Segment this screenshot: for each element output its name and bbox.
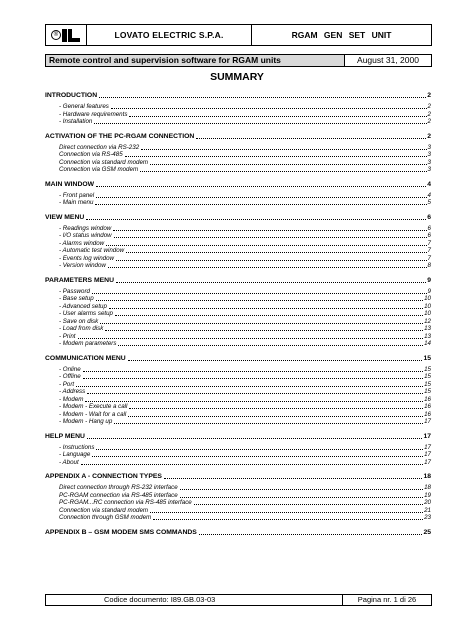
- toc-page-number: 10: [424, 302, 431, 310]
- toc-label: - About: [59, 458, 79, 466]
- toc-page-number: 17: [423, 432, 431, 440]
- toc-page-number: 7: [427, 254, 431, 262]
- toc-page-number: 18: [424, 484, 431, 491]
- toc-leader: [113, 230, 426, 231]
- toc-page-number: 15: [424, 373, 431, 380]
- toc-leader: [76, 386, 423, 387]
- toc-leader: [92, 293, 427, 294]
- toc-label: HELP MENU: [45, 432, 85, 440]
- toc-item[interactable]: [59, 514, 431, 522]
- toc-leader: [199, 534, 423, 535]
- toc-label: - Automatic test window: [59, 247, 125, 254]
- toc-label: - Events log window: [59, 254, 115, 262]
- toc-page-number: 3: [427, 143, 431, 151]
- toc-leader: [85, 401, 423, 402]
- toc-leader: [106, 245, 426, 246]
- toc-label: - Version window: [59, 262, 106, 269]
- toc-label: - Password: [59, 287, 90, 295]
- toc-label: INTRODUCTION: [45, 92, 98, 99]
- toc-page-number: 7: [427, 239, 431, 247]
- toc-page-number: 4: [427, 180, 431, 188]
- toc-page-number: 15: [424, 388, 431, 395]
- toc-label: PARAMETERS MENU: [45, 276, 114, 284]
- toc-label: - Print: [59, 332, 76, 340]
- toc-page-number: 19: [424, 491, 431, 499]
- toc-leader: [96, 186, 426, 187]
- toc-label: Connection via standard modem: [59, 158, 149, 166]
- toc-label: Connection through GSM modem: [59, 514, 152, 521]
- logo-bar-3: [68, 38, 80, 42]
- toc-page-number: 5: [427, 199, 431, 206]
- toc-leader: [96, 300, 423, 301]
- toc-page-number: 23: [424, 514, 431, 521]
- toc-label: - General features: [59, 103, 109, 110]
- toc-leader: [111, 108, 427, 109]
- toc-leader: [114, 237, 427, 238]
- toc-label: - Modem - Execute a call: [59, 403, 128, 410]
- toc-label: - I/O status window: [59, 232, 112, 239]
- logo-bar-1: [62, 29, 67, 42]
- toc-label: - Alarms window: [59, 239, 105, 247]
- summary-title: SUMMARY: [210, 71, 264, 83]
- toc-leader: [115, 315, 423, 316]
- toc-item[interactable]: [59, 340, 431, 348]
- toc-label: - Installation: [59, 118, 93, 125]
- company-logo: [46, 25, 87, 45]
- toc-leader: [129, 116, 426, 117]
- toc-leader: [105, 330, 423, 331]
- page-footer: [45, 594, 432, 606]
- toc-leader: [140, 171, 426, 172]
- toc-section[interactable]: [45, 432, 431, 441]
- toc-page-number: 9: [427, 276, 431, 284]
- toc-label: - Advanced setup: [59, 302, 107, 310]
- toc-label: APPENDIX A - CONNECTION TYPES: [45, 473, 162, 480]
- toc-leader: [81, 464, 423, 465]
- toc-section[interactable]: [45, 528, 431, 537]
- toc-leader: [180, 489, 423, 490]
- toc-leader: [87, 393, 423, 394]
- toc-page-number: 3: [427, 166, 431, 173]
- toc-page-number: 2: [427, 118, 431, 125]
- toc-label: Direct connection through RS-232 interface: [59, 484, 178, 491]
- subheader-bar: [45, 54, 432, 67]
- toc-page-number: 13: [424, 325, 431, 332]
- toc-section[interactable]: [45, 472, 431, 481]
- toc-leader: [196, 138, 426, 139]
- toc-page-number: 16: [424, 395, 431, 403]
- toc-label: - Front panel: [59, 191, 95, 199]
- toc-leader: [141, 149, 426, 150]
- toc-label: PC-RGAM connection via RS-485 interface: [59, 491, 178, 499]
- toc-leader: [116, 282, 426, 283]
- toc-label: Connection via standard modem: [59, 506, 149, 514]
- toc-page-number: 16: [424, 410, 431, 418]
- toc-label: - Address: [59, 388, 86, 395]
- toc-item[interactable]: [59, 459, 431, 467]
- company-name: LOVATO ELECTRIC S.P.A.: [87, 25, 252, 45]
- toc-label: Connection via GSM modem: [59, 166, 139, 173]
- toc-item[interactable]: [59, 199, 431, 207]
- toc-page-number: 15: [423, 354, 431, 362]
- toc-leader: [78, 338, 424, 339]
- toc-section[interactable]: [45, 132, 431, 141]
- toc-leader: [118, 345, 423, 346]
- toc-label: - Load from disk: [59, 325, 104, 332]
- toc-page-number: 3: [427, 158, 431, 166]
- toc-page-number: 2: [427, 132, 431, 140]
- toc-page-number: 14: [424, 340, 431, 347]
- toc-page-number: 2: [427, 92, 431, 99]
- toc-page-number: 17: [424, 458, 431, 466]
- toc-item[interactable]: [59, 166, 431, 174]
- toc-page-number: 17: [424, 451, 431, 458]
- toc-label: Connection via RS-485: [59, 151, 123, 158]
- toc-label: COMMUNICATION MENU: [45, 354, 126, 362]
- toc-section[interactable]: [45, 213, 431, 222]
- toc-label: APPENDIX B – GSM MODEM SMS COMMANDS: [45, 528, 197, 536]
- toc-leader: [87, 438, 423, 439]
- toc-leader: [150, 164, 426, 165]
- toc-page-number: 4: [427, 191, 431, 199]
- toc-leader: [114, 423, 423, 424]
- document-subtitle: Remote control and supervision software for RGAM units: [46, 55, 345, 66]
- toc-leader: [180, 497, 423, 498]
- toc-leader: [129, 408, 423, 409]
- toc-label: Direct connection via RS-232: [59, 143, 140, 151]
- toc-page-number: 18: [423, 473, 431, 480]
- toc-label: - Port: [59, 380, 75, 388]
- toc-item[interactable]: [59, 262, 431, 270]
- toc-leader: [128, 416, 423, 417]
- toc-label: - Offline: [59, 373, 81, 380]
- toc-leader: [100, 323, 423, 324]
- document-code: Codice documento: I89.GB.03-03: [46, 595, 343, 605]
- toc-page-number: 15: [424, 365, 431, 373]
- toc-leader: [150, 512, 423, 513]
- toc-page-number: 6: [427, 213, 431, 221]
- toc-section[interactable]: [45, 180, 431, 189]
- document-date: August 31, 2000: [357, 55, 419, 65]
- toc-page-number: 6: [427, 232, 431, 239]
- toc-label: - Modem - Wait for a call: [59, 410, 127, 418]
- toc-page-number: 17: [424, 443, 431, 451]
- toc-leader: [92, 456, 423, 457]
- toc-page-number: 13: [424, 332, 431, 340]
- toc-leader: [86, 219, 426, 220]
- toc-label: - Readings window: [59, 224, 112, 232]
- toc-item[interactable]: [59, 418, 431, 426]
- toc-item[interactable]: [59, 118, 431, 126]
- toc-label: VIEW MENU: [45, 213, 85, 221]
- toc-label: - Main menu: [59, 199, 94, 206]
- toc-label: MAIN WINDOW: [45, 180, 95, 188]
- toc-label: - User alarms setup: [59, 310, 113, 317]
- toc-page-number: 7: [427, 247, 431, 254]
- toc-page-number: 20: [424, 499, 431, 506]
- toc-label: PC-RGAM...RC connection via RS-485 interface: [59, 499, 192, 506]
- toc-label: - Hardware requirements: [59, 110, 128, 118]
- toc-label: - Save on disk: [59, 317, 99, 325]
- toc-leader: [128, 360, 423, 361]
- toc-label: - Online: [59, 365, 81, 373]
- toc-page-number: 2: [427, 103, 431, 110]
- toc-page-number: 2: [427, 110, 431, 118]
- toc-label: ACTIVATION OF THE PC-RGAM CONNECTION: [45, 132, 195, 140]
- toc-page-number: 15: [424, 380, 431, 388]
- toc-page-number: 10: [424, 310, 431, 317]
- toc-leader: [126, 252, 426, 253]
- toc-label: - Base setup: [59, 295, 94, 302]
- toc-page-number: 16: [424, 403, 431, 410]
- toc-page-number: 3: [427, 151, 431, 158]
- toc-section[interactable]: [45, 276, 431, 285]
- toc-page-number: 6: [427, 224, 431, 232]
- toc-label: - Modem: [59, 395, 84, 403]
- toc-page-number: 25: [423, 528, 431, 536]
- toc-label: - Modem parameters: [59, 340, 117, 347]
- toc-label: - Language: [59, 451, 91, 458]
- toc-leader: [96, 449, 423, 450]
- toc-leader: [164, 478, 422, 479]
- toc-leader: [95, 204, 426, 205]
- toc-page-number: 10: [424, 295, 431, 302]
- toc-leader: [83, 371, 423, 372]
- product-name: RGAM GEN SET UNIT: [291, 30, 392, 40]
- toc-page-number: 17: [424, 418, 431, 425]
- toc-leader: [94, 123, 426, 124]
- page-header: [45, 24, 432, 46]
- toc-leader: [99, 97, 426, 98]
- toc-leader: [96, 197, 426, 198]
- toc-leader: [108, 267, 427, 268]
- toc-leader: [153, 519, 423, 520]
- registered-mark: ®: [51, 30, 61, 40]
- toc-section[interactable]: [45, 91, 431, 100]
- toc-label: - Instructions: [59, 443, 95, 451]
- toc-page-number: 9: [427, 287, 431, 295]
- toc-page-number: 21: [424, 506, 431, 514]
- toc-leader: [109, 308, 423, 309]
- toc-leader: [125, 156, 427, 157]
- toc-label: - Modem - Hang up: [59, 418, 113, 425]
- toc-leader: [83, 378, 423, 379]
- toc-leader: [116, 260, 427, 261]
- toc-section[interactable]: [45, 354, 431, 363]
- toc-page-number: 8: [427, 262, 431, 269]
- toc-leader: [194, 504, 423, 505]
- toc-page-number: 12: [424, 317, 431, 325]
- page-number: Pagina nr. 1 di 26: [357, 595, 417, 604]
